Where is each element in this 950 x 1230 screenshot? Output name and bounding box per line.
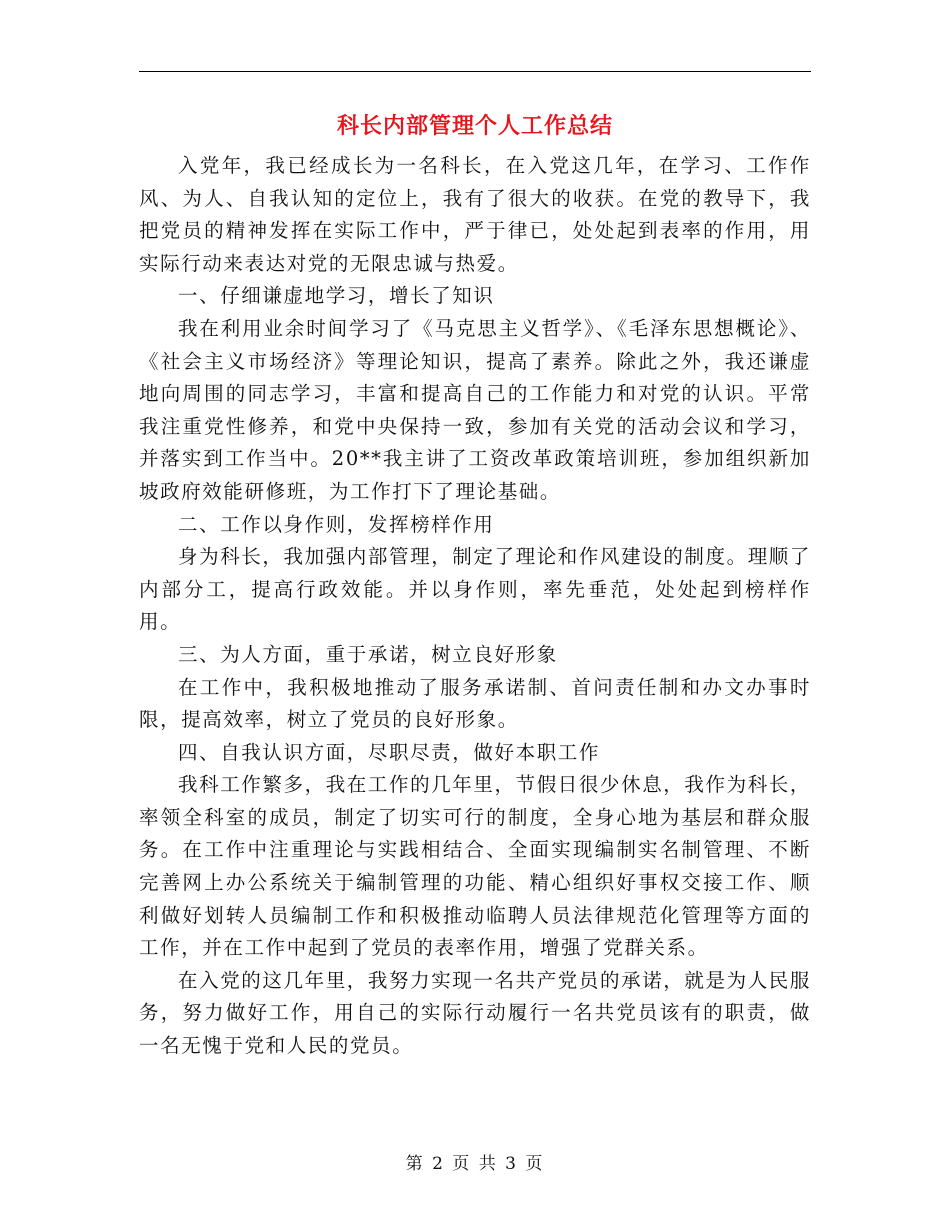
header-rule [139, 71, 811, 72]
paragraph-role-model: 身为科长，我加强内部管理，制定了理论和作风建设的制度。理顺了内部分工，提高行政效能。并以身作则，率先垂范，处处起到榜样作用。 [139, 545, 812, 634]
section-heading-4: 四、自我认识方面，尽职尽责，做好本职工作 [178, 740, 601, 764]
paragraph-study: 我在利用业余时间学习了《马克思主义哲学》、《毛泽东思想概论》、《社会主义市场经济》等理论知识，提高了素养。除此之外，我还谦虚地向周围的同志学习，丰富和提高自己的工作能力和对党的认识。平常我注重党性修养，和党中央保持一致，参加有关党的活动会议和学习，并落实到工作当中。20**我主讲了工资改革政策培训班，参加组织新加坡政府效能研修班，为工作打下了理论基础。 [139, 316, 811, 503]
paragraph-commitment: 在工作中，我积极地推动了服务承诺制、首问责任制和办文办事时限，提高效率，树立了党员的良好形象。 [139, 675, 811, 732]
document-body [139, 150, 811, 1063]
paragraph-conclusion: 在入党的这几年里，我努力实现一名共产党员的承诺，就是为人民服务，努力做好工作，用自己的实际行动履行一名共党员该有的职责，做一名无愧于党和人民的党员。 [139, 968, 812, 1058]
section-heading-2: 二、工作以身作则，发挥榜样作用 [178, 512, 495, 536]
page-number: 第 2 页 共 3 页 [405, 1154, 545, 1174]
paragraph-self-awareness: 我科工作繁多，我在工作的几年里，节假日很少休息，我作为科长，率领全科室的成员，制定了切实可行的制度，全身心地为基层和群众服务。在工作中注重理论与实践相结合、全面实现编制实名制管理、不断完善网上办公系统关于编制管理的功能、精心组织好事权交接工作、顺利做好划转人员编制工作和积极推动临聘人员法律规范化管理等方面的工作，并在工作中起到了党员的表率作用，增强了党群关系。 [139, 773, 812, 960]
section-heading-1: 一、仔细谦虚地学习，增长了知识 [178, 284, 495, 308]
document-title: 科长内部管理个人工作总结 [336, 113, 613, 139]
section-heading-3: 三、为人方面，重于承诺，树立良好形象 [178, 642, 558, 666]
paragraph-intro: 入党年，我已经成长为一名科长，在入党这几年，在学习、工作作风、为人、自我认知的定位上，我有了很大的收获。在党的教导下，我把党员的精神发挥在实际工作中，严于律已，处处起到表率的作用，用实际行动来表达对党的无限忠诚与热爱。 [139, 154, 811, 275]
